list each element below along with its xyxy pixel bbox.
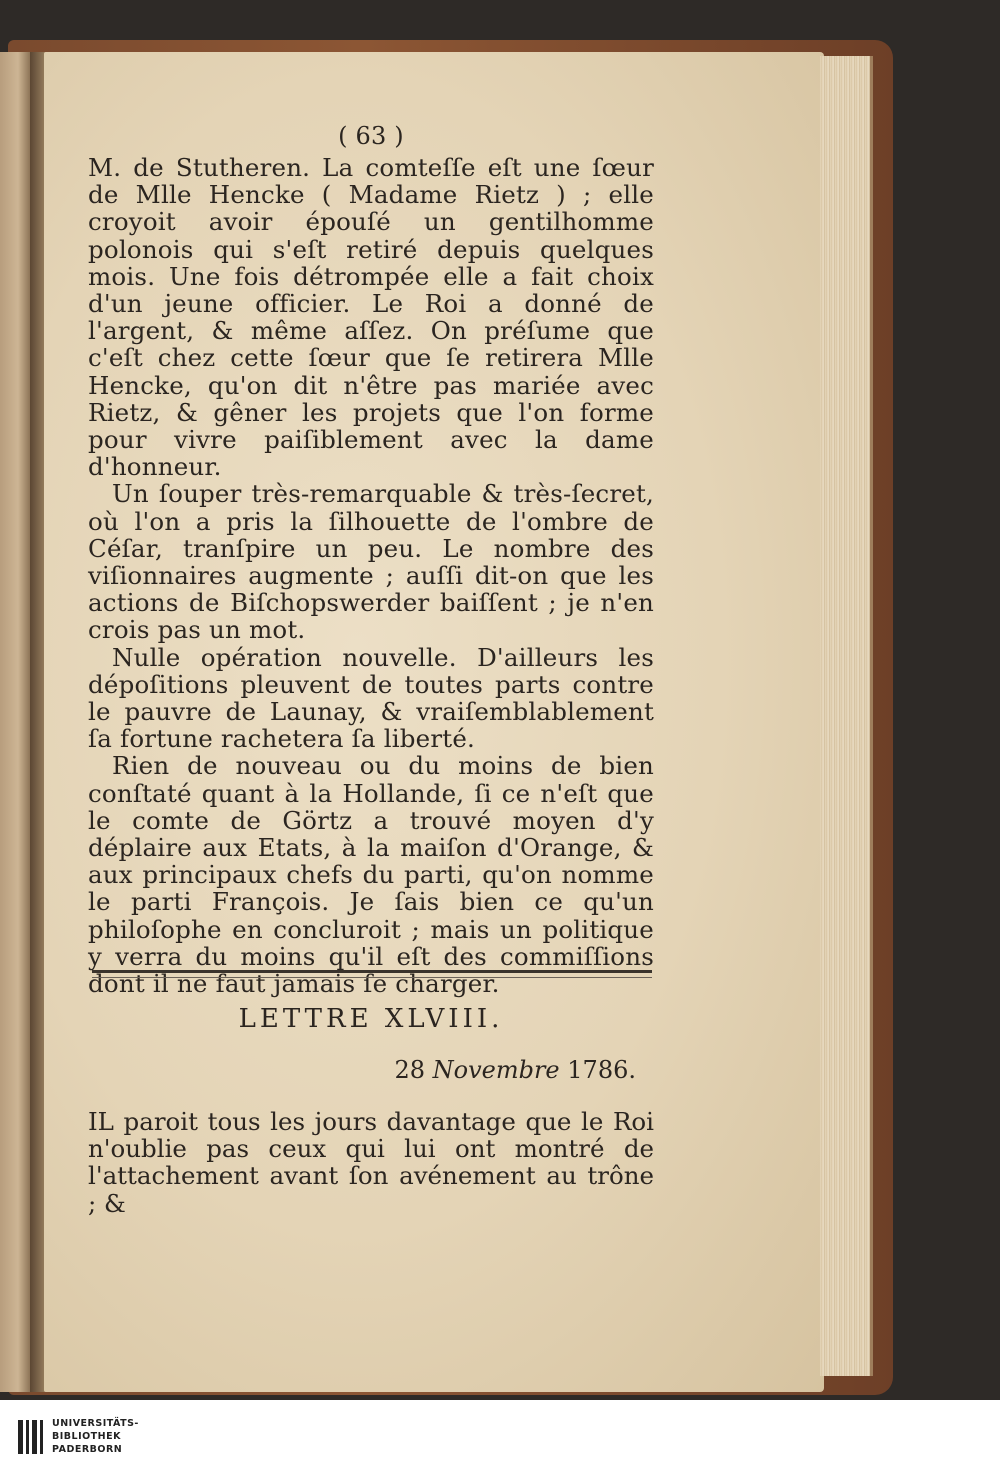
date-year: 1786. [567, 1056, 636, 1084]
page-number: ( 63 ) [338, 122, 404, 150]
logo-text-line: BIBLIOTHEK [52, 1431, 121, 1442]
left-page-edge [0, 52, 30, 1392]
paragraph: Rien de nouveau ou du moins de bien conſtaté quant à la Hollande, ſi ce n'eſt que le comte de Görtz a trouvé moyen d'y déplaire aux Etats, à la maiſon d'Orange, & aux principaux chefs du parti, qu'on nomme le parti François. Je ſais bien ce qu'un philoſophe en concluroit ; mais un politique y verra du moins qu'il eſt des commiſſions dont il ne faut jamais ſe charger. [88, 751, 654, 999]
letter-heading: LETTRE XLVIII. [238, 1004, 504, 1034]
paragraph: IL paroit tous les jours davantage que le Roi n'oublie pas ceux qui lui ont montré de l'attachement avant ſon avénement au trône ; & [88, 1107, 654, 1218]
date-month: Novembre [432, 1056, 560, 1084]
paragraph: M. de Stutheren. La comteſſe eſt une ſœur de Mlle Hencke ( Madame Rietz ) ; elle croyoit avoir épouſé un gentilhomme polonois qui s'eſt retiré depuis quelques mois. Une fois détrompée elle a fait choix d'un jeune officier. Le Roi a donné de l'argent, & même aſſez. On préſume que c'eſt chez cette ſœur que ſe retirera Mlle Hencke, qu'on dit n'être pas mariée avec Rietz, & gêner les projets que l'on forme pour vivre paiſiblement avec la dame d'honneur. [88, 153, 654, 482]
logo-text-line: PADERBORN [52, 1444, 123, 1455]
paragraph: Un ſouper très-remarquable & très-ſecret, où l'on a pris la ſilhouette de l'ombre de Céſar, tranſpire un peu. Le nombre des viſionnaires augmente ; auſſi dit-on que les actions de Biſchopswerder baiſſent ; je n'en crois pas un mot. [88, 479, 654, 645]
logo-text-line: UNIVERSITÄTS- [52, 1418, 139, 1429]
letter-date [88, 1056, 636, 1084]
library-logo [0, 1412, 200, 1462]
section-rule [92, 970, 652, 978]
paragraph: Nulle opération nouvelle. D'ailleurs les dépoſitions pleuvent de toutes parts contre le pauvre de Launay, & vraiſemblablement ſa fortune rachetera ſa liberté. [88, 642, 654, 754]
date-day: 28 [394, 1056, 425, 1084]
page-body [88, 118, 654, 997]
page-edges [820, 56, 873, 1376]
library-logo-icon [16, 1418, 48, 1456]
letter-body [88, 1108, 654, 1217]
